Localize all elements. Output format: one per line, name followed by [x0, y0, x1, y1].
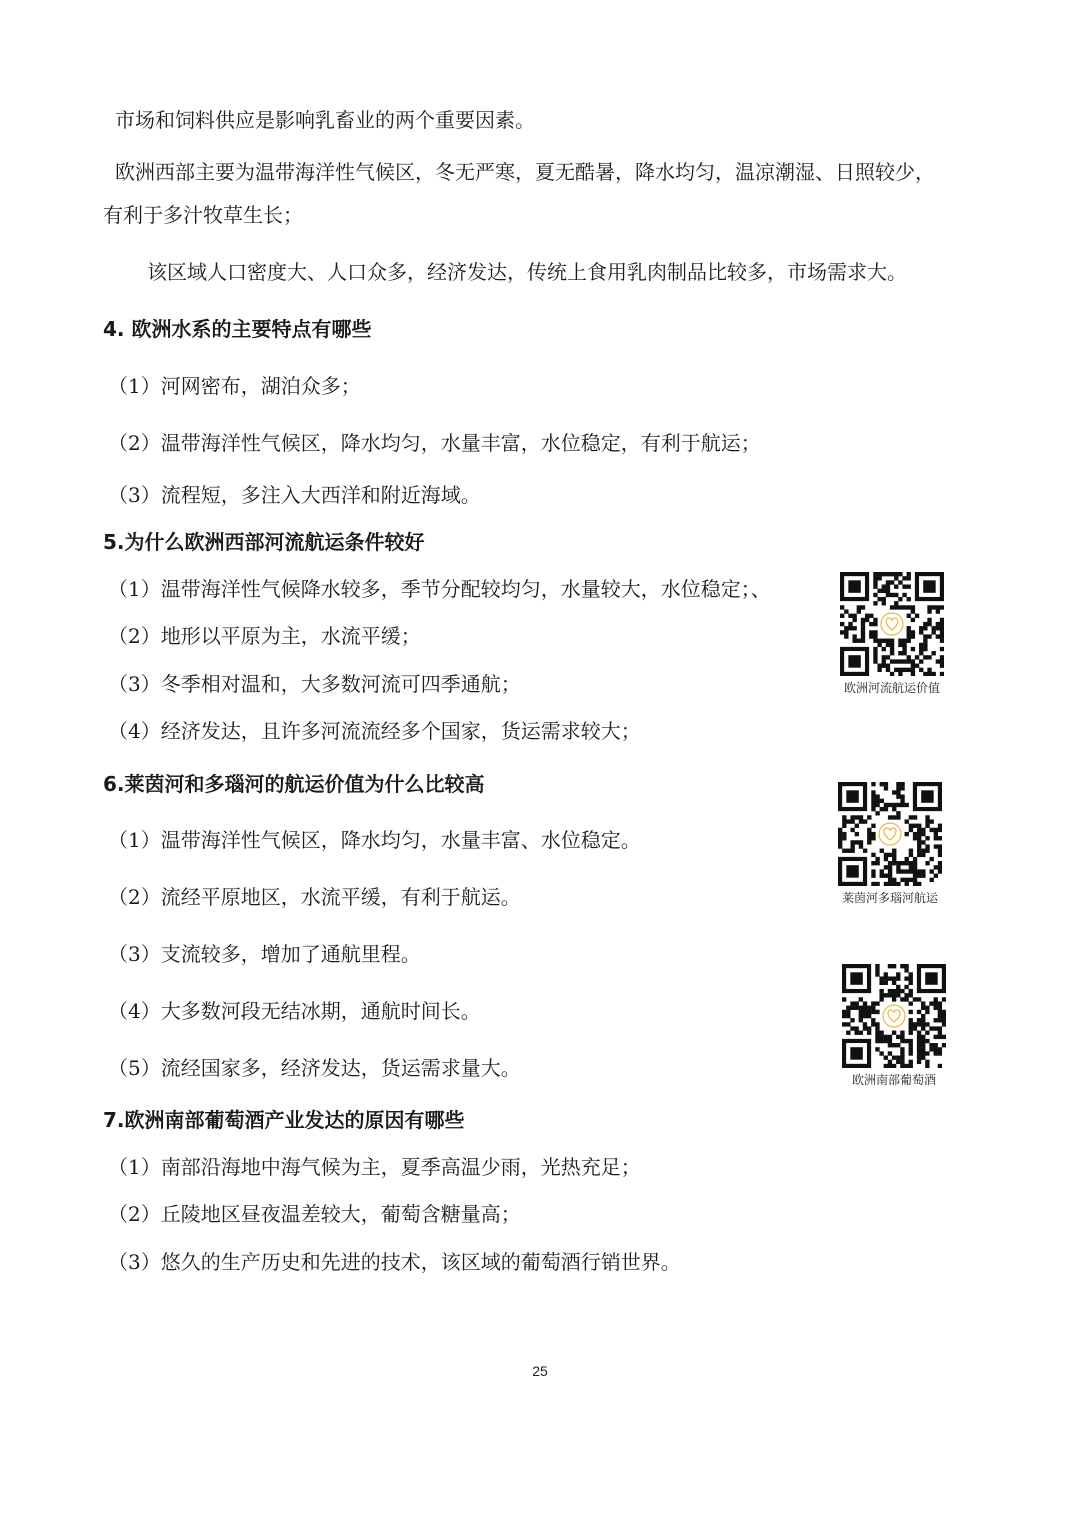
- section-5-item-4: （4）经济发达，且许多河流流经多个国家，货运需求较大；: [108, 719, 641, 743]
- section-7-item-1: （1）南部沿海地中海气候为主，夏季高温少雨，光热充足；: [108, 1155, 641, 1179]
- paragraph-population: 该区域人口密度大、人口众多，经济发达，传统上食用乳肉制品比较多，市场需求大。: [147, 260, 907, 284]
- section-5-item-1: （1）温带海洋性气候降水较多，季节分配较均匀，水量较大，水位稳定；、: [108, 577, 771, 601]
- paragraph-climate-line2: 有利于多汁牧草生长；: [103, 203, 303, 227]
- section-5-item-2: （2）地形以平原为主，水流平缓；: [108, 624, 421, 648]
- page-number: 25: [532, 1363, 548, 1379]
- section-7-heading: 7.欧洲南部葡萄酒产业发达的原因有哪些: [103, 1108, 465, 1132]
- section-6-item-3: （3）支流较多，增加了通航里程。: [108, 942, 421, 966]
- section-6-item-4: （4）大多数河段无结冰期，通航时间长。: [108, 999, 481, 1023]
- section-6-heading: 6.莱茵河和多瑙河的航运价值为什么比较高: [103, 772, 485, 796]
- section-4-item-1: （1）河网密布，湖泊众多；: [108, 374, 361, 398]
- section-6-item-2: （2）流经平原地区，水流平缓，有利于航运。: [108, 885, 521, 909]
- paragraph-climate-line1: 欧洲西部主要为温带海洋性气候区，冬无严寒，夏无酷暑，降水均匀，温凉潮湿、日照较少，: [115, 160, 935, 184]
- qr-caption: 欧洲河流航运价值: [843, 681, 940, 695]
- section-7-item-2: （2）丘陵地区昼夜温差较大，葡萄含糖量高；: [108, 1202, 521, 1226]
- qr-caption: 欧洲南部葡萄酒: [851, 1073, 936, 1087]
- qr-block-wine: [838, 964, 950, 1088]
- section-5-item-3: （3）冬季相对温和，大多数河流可四季通航；: [108, 672, 521, 696]
- section-7-item-3: （3）悠久的生产历史和先进的技术，该区域的葡萄酒行销世界。: [108, 1250, 681, 1274]
- qr-block-river-shipping: [836, 572, 948, 696]
- section-5-heading: 5.为什么欧洲西部河流航运条件较好: [103, 530, 425, 554]
- section-6-item-5: （5）流经国家多，经济发达，货运需求量大。: [108, 1056, 521, 1080]
- qr-caption: 莱茵河多瑙河航运: [841, 891, 938, 905]
- section-6-item-1: （1）温带海洋性气候区，降水均匀，水量丰富、水位稳定。: [108, 828, 641, 852]
- qr-code-icon[interactable]: [842, 964, 946, 1068]
- paragraph-market-feed: 市场和饲料供应是影响乳畜业的两个重要因素。: [115, 108, 535, 132]
- section-4-item-2: （2）温带海洋性气候区，降水均匀，水量丰富，水位稳定，有利于航运；: [108, 431, 761, 455]
- qr-code-icon[interactable]: [838, 782, 942, 886]
- qr-code-icon[interactable]: [840, 572, 944, 676]
- section-4-heading: 4. 欧洲水系的主要特点有哪些: [103, 317, 372, 341]
- section-4-item-3: （3）流程短，多注入大西洋和附近海域。: [108, 483, 481, 507]
- qr-block-rhine-danube: [834, 782, 946, 906]
